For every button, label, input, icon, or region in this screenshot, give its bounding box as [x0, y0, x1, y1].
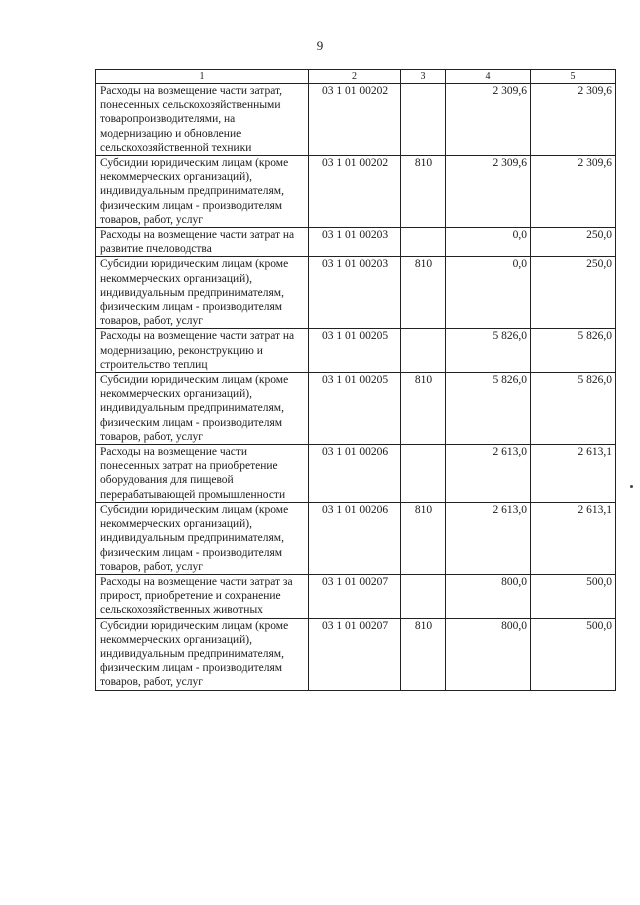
expense-name-cell: Расходы на возмещение части затрат за прирост, приобретение и сохранение сельскохозяйственных животных	[96, 574, 309, 618]
expense-name-cell: Расходы на возмещение части понесенных затрат на приобретение оборудования для пищевой перерабатывающей промышленности	[96, 445, 309, 503]
expense-type-cell	[401, 228, 446, 257]
expense-name-cell: Субсидии юридическим лицам (кроме некоммерческих организаций), индивидуальным предпринимателям, физическим лицам - производителям товаров, работ, услуг	[96, 618, 309, 690]
expense-type-cell	[401, 84, 446, 156]
table-body	[96, 84, 616, 691]
budget-code-cell: 03 1 01 00206	[309, 502, 401, 574]
budget-code-cell: 03 1 01 00205	[309, 329, 401, 373]
amount-col4-cell: 800,0	[446, 618, 531, 690]
expense-name-cell: Расходы на возмещение части затрат на модернизацию, реконструкцию и строительство теплиц	[96, 329, 309, 373]
amount-col5-cell: 5 826,0	[531, 329, 616, 373]
column-header: 4	[446, 70, 531, 84]
expense-type-cell	[401, 329, 446, 373]
amount-col5-cell: 250,0	[531, 228, 616, 257]
budget-code-cell: 03 1 01 00202	[309, 156, 401, 228]
column-header: 2	[309, 70, 401, 84]
expense-type-cell: 810	[401, 502, 446, 574]
amount-col5-cell: 2 613,1	[531, 502, 616, 574]
table-row	[96, 329, 616, 373]
table-row	[96, 257, 616, 329]
table-row	[96, 502, 616, 574]
expense-name-cell: Расходы на возмещение части затрат на развитие пчеловодства	[96, 228, 309, 257]
amount-col5-cell: 250,0	[531, 257, 616, 329]
expense-type-cell	[401, 574, 446, 618]
expense-type-cell: 810	[401, 257, 446, 329]
amount-col5-cell: 500,0	[531, 618, 616, 690]
amount-col5-cell: 2 309,6	[531, 84, 616, 156]
amount-col4-cell: 5 826,0	[446, 373, 531, 445]
budget-code-cell: 03 1 01 00207	[309, 574, 401, 618]
amount-col4-cell: 2 309,6	[446, 156, 531, 228]
amount-col5-cell: 5 826,0	[531, 373, 616, 445]
table-header-row	[96, 70, 616, 84]
amount-col4-cell: 800,0	[446, 574, 531, 618]
expense-type-cell	[401, 445, 446, 503]
expense-type-cell: 810	[401, 156, 446, 228]
table-row	[96, 84, 616, 156]
page-number: 9	[316, 38, 324, 53]
amount-col5-cell: 500,0	[531, 574, 616, 618]
table-row	[96, 373, 616, 445]
expense-name-cell: Расходы на возмещение части затрат, понесенных сельскохозяйственными товаропроизводителями, на модернизацию и обновление сельскохозяйственной техники	[96, 84, 309, 156]
budget-code-cell: 03 1 01 00205	[309, 373, 401, 445]
expense-name-cell: Субсидии юридическим лицам (кроме некоммерческих организаций), индивидуальным предпринимателям, физическим лицам - производителям товаров, работ, услуг	[96, 156, 309, 228]
amount-col4-cell: 2 613,0	[446, 445, 531, 503]
table-row	[96, 445, 616, 503]
table-row	[96, 228, 616, 257]
expense-type-cell: 810	[401, 373, 446, 445]
amount-col5-cell: 2 613,1	[531, 445, 616, 503]
budget-table	[95, 69, 616, 691]
expense-name-cell: Субсидии юридическим лицам (кроме некоммерческих организаций), индивидуальным предпринимателям, физическим лицам - производителям товаров, работ, услуг	[96, 502, 309, 574]
expense-type-cell: 810	[401, 618, 446, 690]
table-row	[96, 156, 616, 228]
amount-col4-cell: 5 826,0	[446, 329, 531, 373]
expense-name-cell: Субсидии юридическим лицам (кроме некоммерческих организаций), индивидуальным предпринимателям, физическим лицам - производителям товаров, работ, услуг	[96, 257, 309, 329]
amount-col4-cell: 0,0	[446, 228, 531, 257]
budget-code-cell: 03 1 01 00202	[309, 84, 401, 156]
table-row	[96, 618, 616, 690]
budget-code-cell: 03 1 01 00207	[309, 618, 401, 690]
amount-col4-cell: 0,0	[446, 257, 531, 329]
amount-col4-cell: 2 613,0	[446, 502, 531, 574]
column-header: 3	[401, 70, 446, 84]
expense-name-cell: Субсидии юридическим лицам (кроме некоммерческих организаций), индивидуальным предпринимателям, физическим лицам - производителям товаров, работ, услуг	[96, 373, 309, 445]
budget-code-cell: 03 1 01 00203	[309, 228, 401, 257]
budget-code-cell: 03 1 01 00206	[309, 445, 401, 503]
scan-speck	[630, 485, 633, 488]
table-row	[96, 574, 616, 618]
amount-col5-cell: 2 309,6	[531, 156, 616, 228]
column-header: 1	[96, 70, 309, 84]
column-header: 5	[531, 70, 616, 84]
budget-code-cell: 03 1 01 00203	[309, 257, 401, 329]
amount-col4-cell: 2 309,6	[446, 84, 531, 156]
